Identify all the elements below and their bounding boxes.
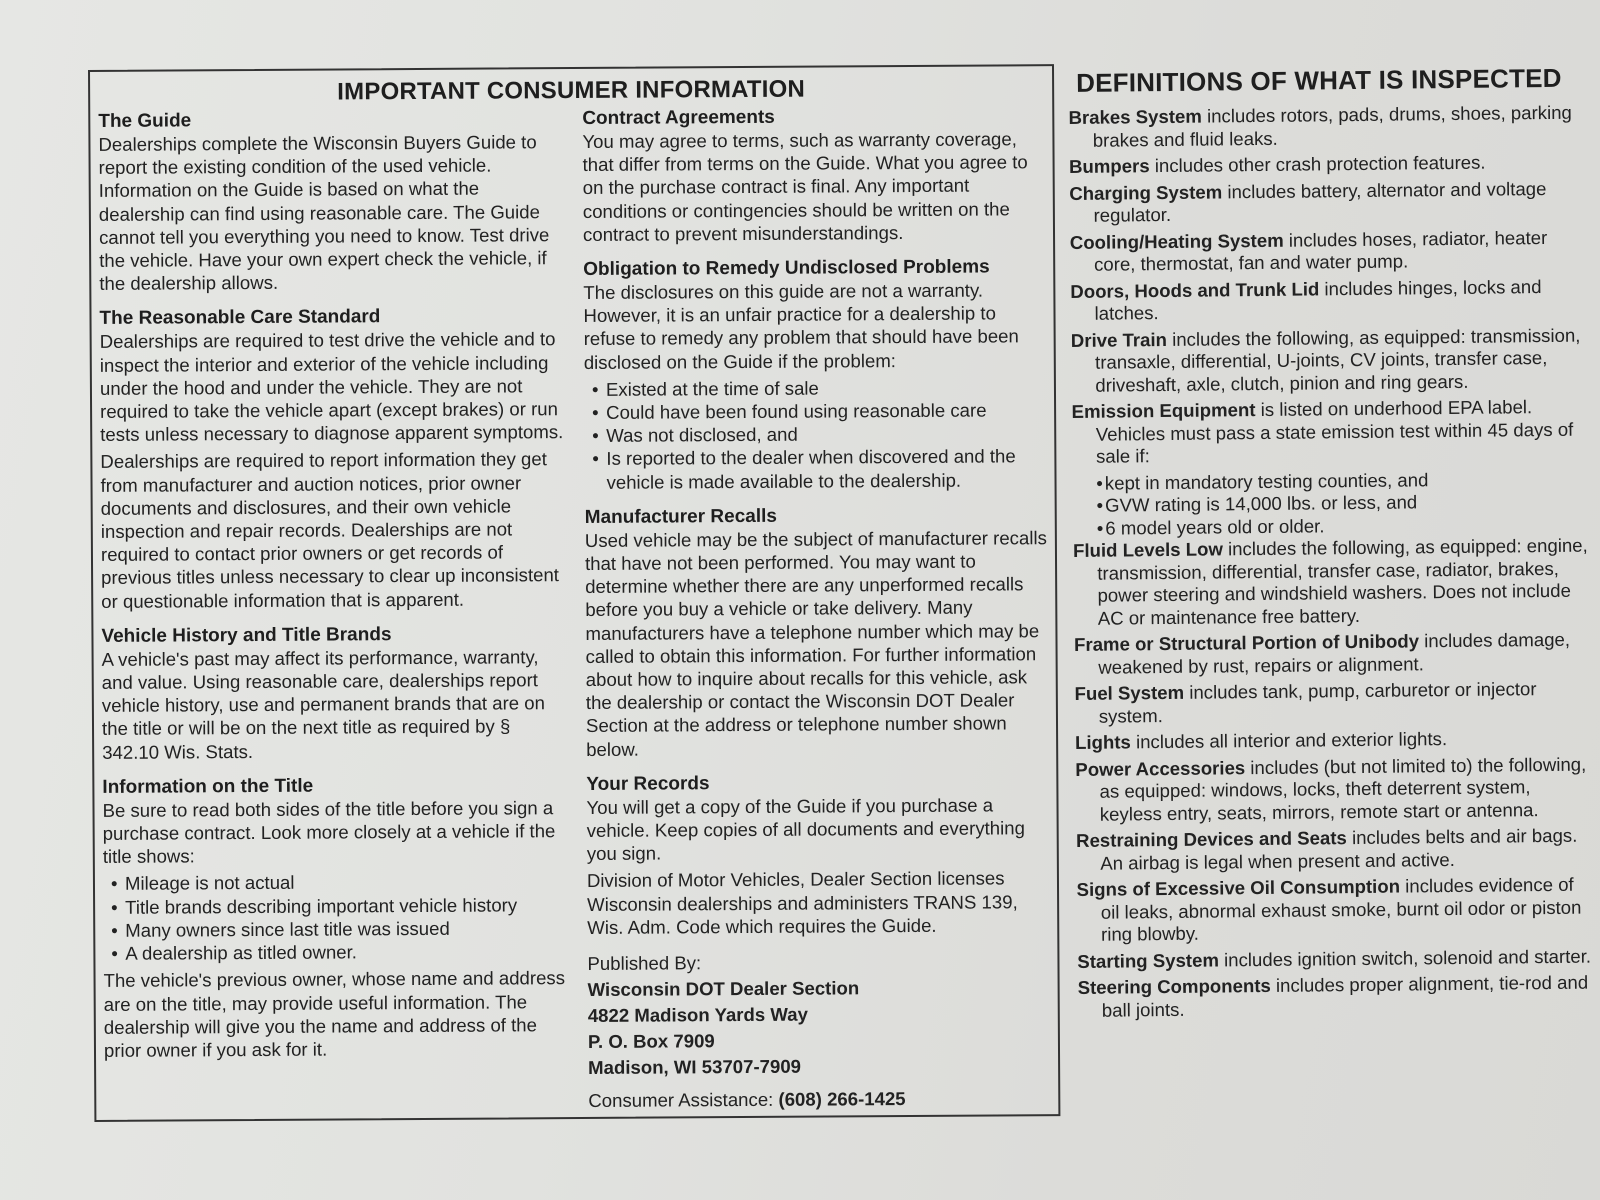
definition-term: Frame or Structural Portion of Unibody: [1073, 630, 1420, 655]
definition-term: Starting System: [1077, 948, 1220, 972]
section-vehicle-history: [101, 622, 572, 764]
publisher-block: [587, 948, 1054, 1113]
section-intro: Be sure to read both sides of the title before you sign a purchase contract. Look more closely at a vehicle if the title shows:: [102, 797, 556, 868]
section-paragraph: You may agree to terms, such as warranty coverage, that differ from terms on the Guide. What you agree to on the purchase contract is final. Any important conditions or contingencies should be written on the contract to prevent misunderstandings.: [582, 128, 1028, 245]
list-item: • Is reported to the dealer when discovered and the vehicle is made available to the dealership.: [584, 445, 1050, 494]
definition-term: Fluid Levels Low: [1072, 538, 1223, 561]
definition-item: [1078, 972, 1598, 1022]
section-paragraph: Used vehicle may be the subject of manufacturer recalls that have not been performed. You may want to determine whether there are any unperformed recalls before you buy a vehicle or take delivery. Many manufacturers have a telephone number which may be called to obtain this information. For further information about how to inquire about recalls for this vehicle, ask the dealership or contact the Wisconsin DOT Dealer Section at the address or telephone number shown below.: [584, 526, 1047, 760]
definition-text: includes the following, as equipped: transmission, transaxle, differential, U-joints, CV joints, transfer case, driveshaft, axle, clutch, pinion and ring gears.: [1094, 324, 1581, 396]
consumer-info-box: [88, 64, 1060, 1122]
section-outro: The vehicle's previous owner, whose name and address are on the title, may provide useful information. The dealership will give you the name and address of the prior owner if you ask for it.: [103, 967, 566, 1061]
definition-bullet: • GVW rating is 14,000 lbs. or less, and: [1072, 490, 1592, 518]
definition-item: [1076, 825, 1596, 875]
section-paragraph: A vehicle's past may affect its performance, warranty, and value. Using reasonable care, dealerships report vehicle history, use and permanent brands that are on the title or will be on the next title as required by § 342.10 Wis. Stats.: [101, 646, 546, 763]
list-item: • Many owners since last title was issued: [103, 916, 573, 942]
definition-text: includes proper alignment, tie-rod and ball joints.: [1101, 971, 1589, 1021]
definition-term: Drive Train: [1070, 328, 1168, 351]
definition-item: [1069, 151, 1589, 179]
definition-term: Fuel System: [1074, 681, 1185, 704]
list-item: • Mileage is not actual: [103, 870, 573, 896]
definition-text: includes evidence of oil leaks, abnormal exhaust smoke, burnt oil odor or piston ring blowby.: [1100, 873, 1582, 945]
definitions-title: DEFINITIONS OF WHAT IS INSPECTED: [1075, 62, 1562, 98]
assistance-label: Consumer Assistance:: [588, 1088, 779, 1112]
definitions-panel: [1068, 63, 1598, 1026]
list-item: • Was not disclosed, and: [584, 421, 1050, 447]
definition-term: Bumpers: [1068, 155, 1150, 177]
definition-item: [1070, 275, 1590, 325]
definition-term: Cooling/Heating System: [1069, 229, 1284, 253]
section-reasonable-care: [99, 304, 571, 612]
section-your-records: [586, 770, 1053, 939]
publisher-line: Madison, WI 53707-7909: [588, 1055, 802, 1079]
definition-item: [1071, 396, 1592, 469]
consumer-info-middle-column: [582, 104, 1054, 1132]
section-heading: Vehicle History and Title Brands: [101, 624, 392, 647]
definition-term: Charging System: [1069, 180, 1223, 204]
publisher-line: Wisconsin DOT Dealer Section: [587, 977, 860, 1001]
assistance-phone: (608) 266-1425: [778, 1088, 906, 1110]
definition-text: includes battery, alternator and voltage regulator.: [1093, 177, 1547, 226]
section-intro: The disclosures on this guide are not a warranty. However, it is an unfair practice for a dealership to refuse to remedy any problem that should have been disclosed on the Guide if the problem:: [583, 279, 1019, 373]
definition-text: includes the following, as equipped: engine, transmission, differential, transfer case, radiator, brakes, power steering and windshield washers. Does not include AC or maintenance free battery.: [1097, 534, 1588, 629]
section-title-info: [102, 773, 574, 1062]
list-item: • Could have been found using reasonable care: [584, 398, 1050, 424]
publisher-line: 4822 Madison Yards Way: [587, 1003, 808, 1027]
section-heading: Information on the Title: [102, 775, 314, 798]
section-manufacturer-recalls: [585, 503, 1053, 761]
title-bullet-list: [103, 870, 574, 966]
section-contract-agreements: [582, 104, 1049, 246]
definition-text: is listed on underhood EPA label. Vehicles must pass a state emission test within 45 days of sale if:: [1095, 396, 1574, 467]
consumer-info-left-column: [98, 107, 574, 1074]
section-obligation-remedy: [583, 255, 1050, 494]
section-paragraph: Division of Motor Vehicles, Dealer Section licenses Wisconsin dealerships and administers TRANS 139, Wis. Adm. Code which requires the Guide.: [586, 867, 1018, 938]
publisher-line: P. O. Box 7909: [587, 1030, 715, 1053]
definition-term: Steering Components: [1077, 974, 1271, 998]
definition-text: includes belts and air bags. An airbag is legal when present and active.: [1100, 824, 1578, 874]
definition-item: [1077, 945, 1597, 973]
definition-term: Lights: [1074, 731, 1131, 753]
definition-term: Emission Equipment: [1071, 399, 1256, 422]
section-paragraph: Dealerships are required to test drive the vehicle and to inspect the interior and exterior of the vehicle including under the hood and under the vehicle. They are not required to take the vehicle apart (except brakes) or run tests unless necessary to diagnose apparent symptoms.: [99, 328, 564, 446]
section-the-guide: [98, 107, 569, 295]
consumer-info-title: IMPORTANT CONSUMER INFORMATION: [337, 75, 806, 106]
definition-item: [1071, 324, 1592, 397]
publisher-label: Published By:: [587, 952, 702, 975]
definition-term: Power Accessories: [1075, 756, 1246, 780]
list-item: • A dealership as titled owner.: [103, 939, 573, 965]
section-heading: Obligation to Remedy Undisclosed Problems: [583, 256, 990, 280]
definition-text: includes rotors, pads, drums, shoes, parking brakes and fluid leaks.: [1092, 101, 1572, 151]
section-paragraph: You will get a copy of the Guide if you purchase a vehicle. Keep copies of all documents and everything you sign.: [586, 794, 1025, 865]
definition-text: includes tank, pump, carburetor or injector system.: [1098, 678, 1537, 727]
section-paragraph: Dealerships are required to report information they get from manufacturer and auction notices, prior owner documents and disclosures, and their own vehicle inspection and repair records. Dealerships are not required to contact prior owners or get records of previous titles unless necessary to clear up inconsistent or questionable information that is apparent.: [100, 448, 560, 612]
list-item: • Title brands describing important vehicle history: [103, 893, 573, 919]
definition-item: [1069, 177, 1589, 227]
definition-term: Brakes System: [1068, 105, 1202, 128]
definition-text: includes hinges, locks and latches.: [1094, 275, 1542, 324]
definition-item: [1075, 753, 1596, 826]
definition-item: [1070, 226, 1590, 276]
definition-term: Signs of Excessive Oil Consumption: [1076, 875, 1401, 900]
section-heading: Your Records: [586, 773, 710, 795]
section-heading: The Reasonable Care Standard: [99, 306, 381, 330]
consumer-assistance: [588, 1086, 1054, 1113]
definition-text: includes all interior and exterior lights.: [1130, 728, 1448, 753]
definition-item: [1076, 874, 1597, 947]
definition-text: includes hoses, radiator, heater core, thermostat, fan and water pump.: [1093, 226, 1548, 275]
definition-text: includes damage, weakened by rust, repairs or alignment.: [1098, 628, 1571, 678]
section-paragraph: Dealerships complete the Wisconsin Buyers Guide to report the existing condition of the used vehicle. Information on the Guide is based on what the dealership can find using reasonable care. The Guide cannot tell you everything you need to know. Test drive the vehicle. Have your own expert check the vehicle, if the dealership allows.: [98, 131, 550, 295]
definition-item: [1073, 535, 1594, 630]
definition-term: Doors, Hoods and Trunk Lid: [1070, 277, 1320, 302]
definition-item: [1074, 678, 1594, 728]
section-heading: Contract Agreements: [582, 106, 775, 129]
definition-bullet: • 6 model years old or older.: [1073, 512, 1593, 540]
remedy-bullet-list: [584, 375, 1051, 494]
definition-text: includes (but not limited to) the following, as equipped: windows, locks, theft deterrent system, keyless entry, seats, mirrors, remote start or antenna.: [1099, 753, 1587, 825]
section-heading: The Guide: [98, 110, 192, 132]
section-heading: Manufacturer Recalls: [584, 505, 777, 528]
list-item: • Existed at the time of sale: [584, 375, 1050, 401]
definition-item: [1068, 102, 1588, 152]
definition-item: [1074, 629, 1594, 679]
definition-term: Restraining Devices and Seats: [1075, 827, 1347, 851]
definitions-list: [1068, 102, 1598, 1022]
definition-item: [1075, 727, 1595, 755]
definition-bullet: • kept in mandatory testing counties, and: [1072, 467, 1592, 495]
definition-text: includes ignition switch, solenoid and starter.: [1218, 945, 1592, 970]
definition-text: includes other crash protection features.: [1149, 151, 1486, 177]
